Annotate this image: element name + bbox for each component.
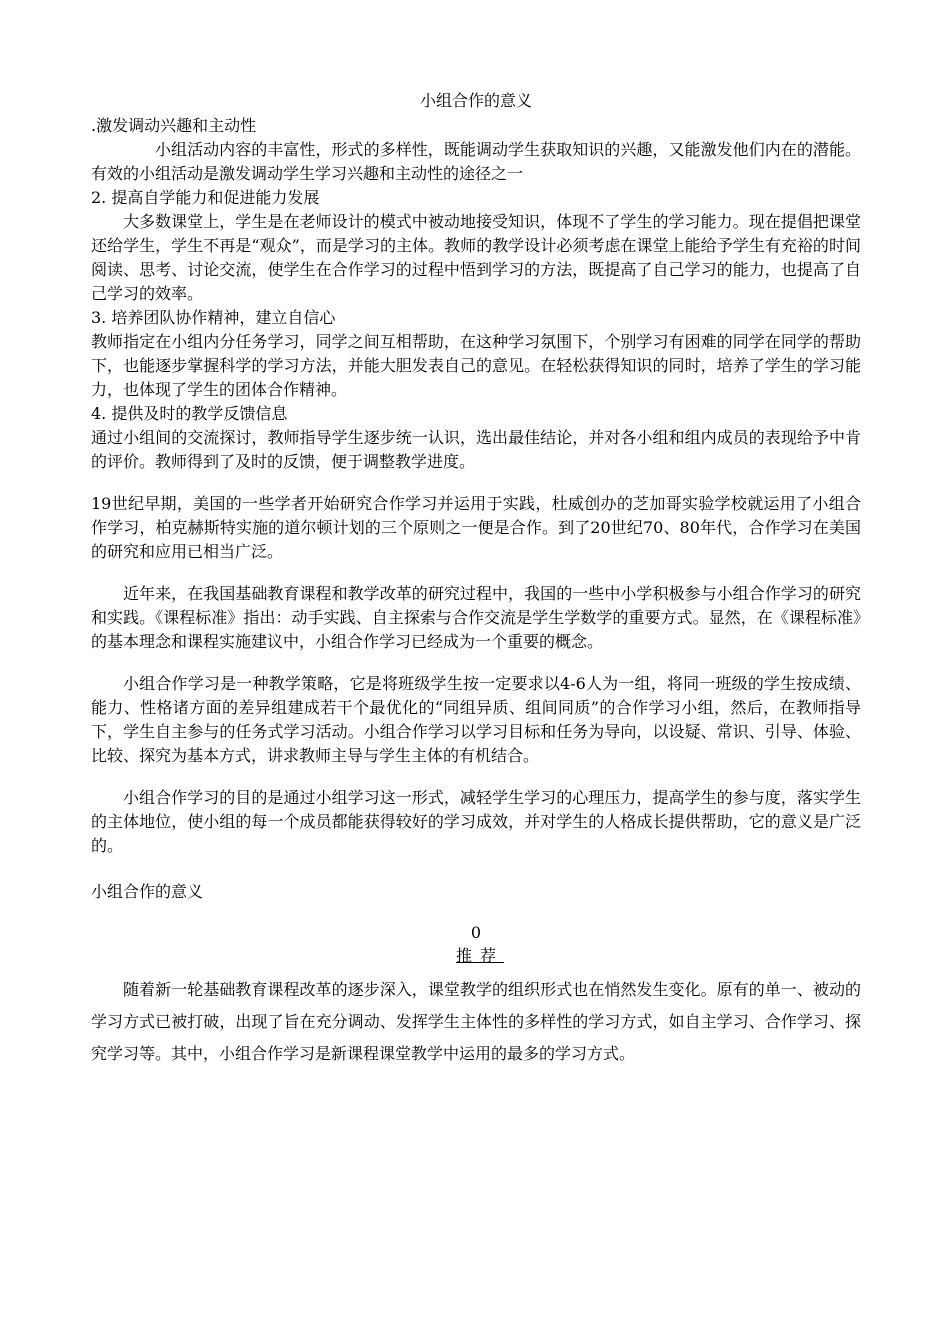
- paragraph-china: 近年来，在我国基础教育课程和教学改革的研究过程中，我国的一些中小学积极参与小组合作学习的研究和实践。《课程标准》指出：动手实践、自主探索与合作交流是学生学数学的重要方式。显然，在《课程标准》的基本理念和课程实施建议中，小组合作学习已经成为一个重要的概念。: [91, 584, 861, 651]
- spacer: [91, 474, 861, 492]
- section-heading-2: 2. 提高自学能力和促进能力发展: [91, 188, 320, 207]
- footer-title: 小组合作的意义: [91, 882, 204, 901]
- paragraph-purpose: 小组合作学习的目的是通过小组学习这一形式，减轻学生学习的心理压力，提高学生的参与度，落实学生的主体地位，使小组的每一个成员都能获得较好的学习成效，并对学生的人格成长提供帮助，它的意义是广泛的。: [91, 788, 861, 855]
- document-page: [91, 90, 861, 1070]
- paragraph-strategy: 小组合作学习是一种教学策略，它是将班级学生按一定要求以4-6人为一组，将同一班级的学生按成绩、能力、性格诸方面的差异组建成若干个最优化的“同组异质、组间同质”的合作学习小组，然后，在教师指导下，学生自主参与的任务式学习活动。小组合作学习以学习目标和任务为导向，以设疑、常识、引导、体验、比较、探究为基本方式，讲求教师主导与学生主体的有机结合。: [91, 674, 861, 765]
- section-body-1: 小组活动内容的丰富性，形式的多样性，既能调动学生获取知识的兴趣，又能激发他们内在的潜能。有效的小组活动是激发调动学生学习兴趣和主动性的途径之一: [91, 140, 861, 183]
- page-number: 0: [470, 923, 482, 942]
- paragraph-history: 19世纪早期，美国的一些学者开始研究合作学习并运用于实践，杜威创办的芝加哥实验学校就运用了小组合作学习，柏克赫斯特实施的道尔顿计划的三个原则之一便是合作。到了20世纪70、80年代，合作学习在美国的研究和应用已相当广泛。: [91, 494, 861, 561]
- recommend-label: 推荐: [455, 946, 504, 965]
- spacer: [91, 564, 861, 582]
- spacer: [91, 904, 861, 922]
- document-title: 小组合作的意义: [419, 91, 532, 110]
- section-heading-4: 4. 提供及时的教学反馈信息: [91, 404, 288, 423]
- section-heading-1: .激发调动兴趣和主动性: [91, 116, 257, 135]
- spacer: [91, 858, 861, 880]
- section-body-3: 教师指定在小组内分任务学习，同学之间互相帮助，在这种学习氛围下，个别学习有困难的同学在同学的帮助下，也能逐步掌握科学的学习方法，并能大胆发表自己的意见。在轻松获得知识的同时，培养了学生的学习能力，也体现了学生的团体合作精神。: [91, 332, 861, 399]
- spacer: [91, 654, 861, 672]
- section-body-2: 大多数课堂上，学生是在老师设计的模式中被动地接受知识，体现不了学生的学习能力。现在提倡把课堂还给学生，学生不再是“观众”，而是学习的主体。教师的教学设计必须考虑在课堂上能给予学生有充裕的时间阅读、思考、讨论交流，使学生在合作学习的过程中悟到学习的方法，既提高了自己学习的能力，也提高了自己学习的效率。: [91, 212, 861, 303]
- spacer: [91, 768, 861, 786]
- section-heading-3: 3. 培养团队协作精神，建立自信心: [91, 308, 336, 327]
- recommend-heading: [91, 944, 861, 968]
- recommend-paragraph: 随着新一轮基础教育课程改革的逐步深入，课堂教学的组织形式也在悄然发生变化。原有的单一、被动的学习方式已被打破，出现了旨在充分调动、发挥学生主体性的多样性的学习方式，如自主学习、合作学习、探究学习等。其中，小组合作学习是新课程课堂教学中运用的最多的学习方式。: [91, 980, 861, 1063]
- section-body-4: 通过小组间的交流探讨，教师指导学生逐步统一认识，选出最佳结论，并对各小组和组内成员的表现给予中肯的评价。教师得到了及时的反馈，便于调整教学进度。: [91, 428, 861, 471]
